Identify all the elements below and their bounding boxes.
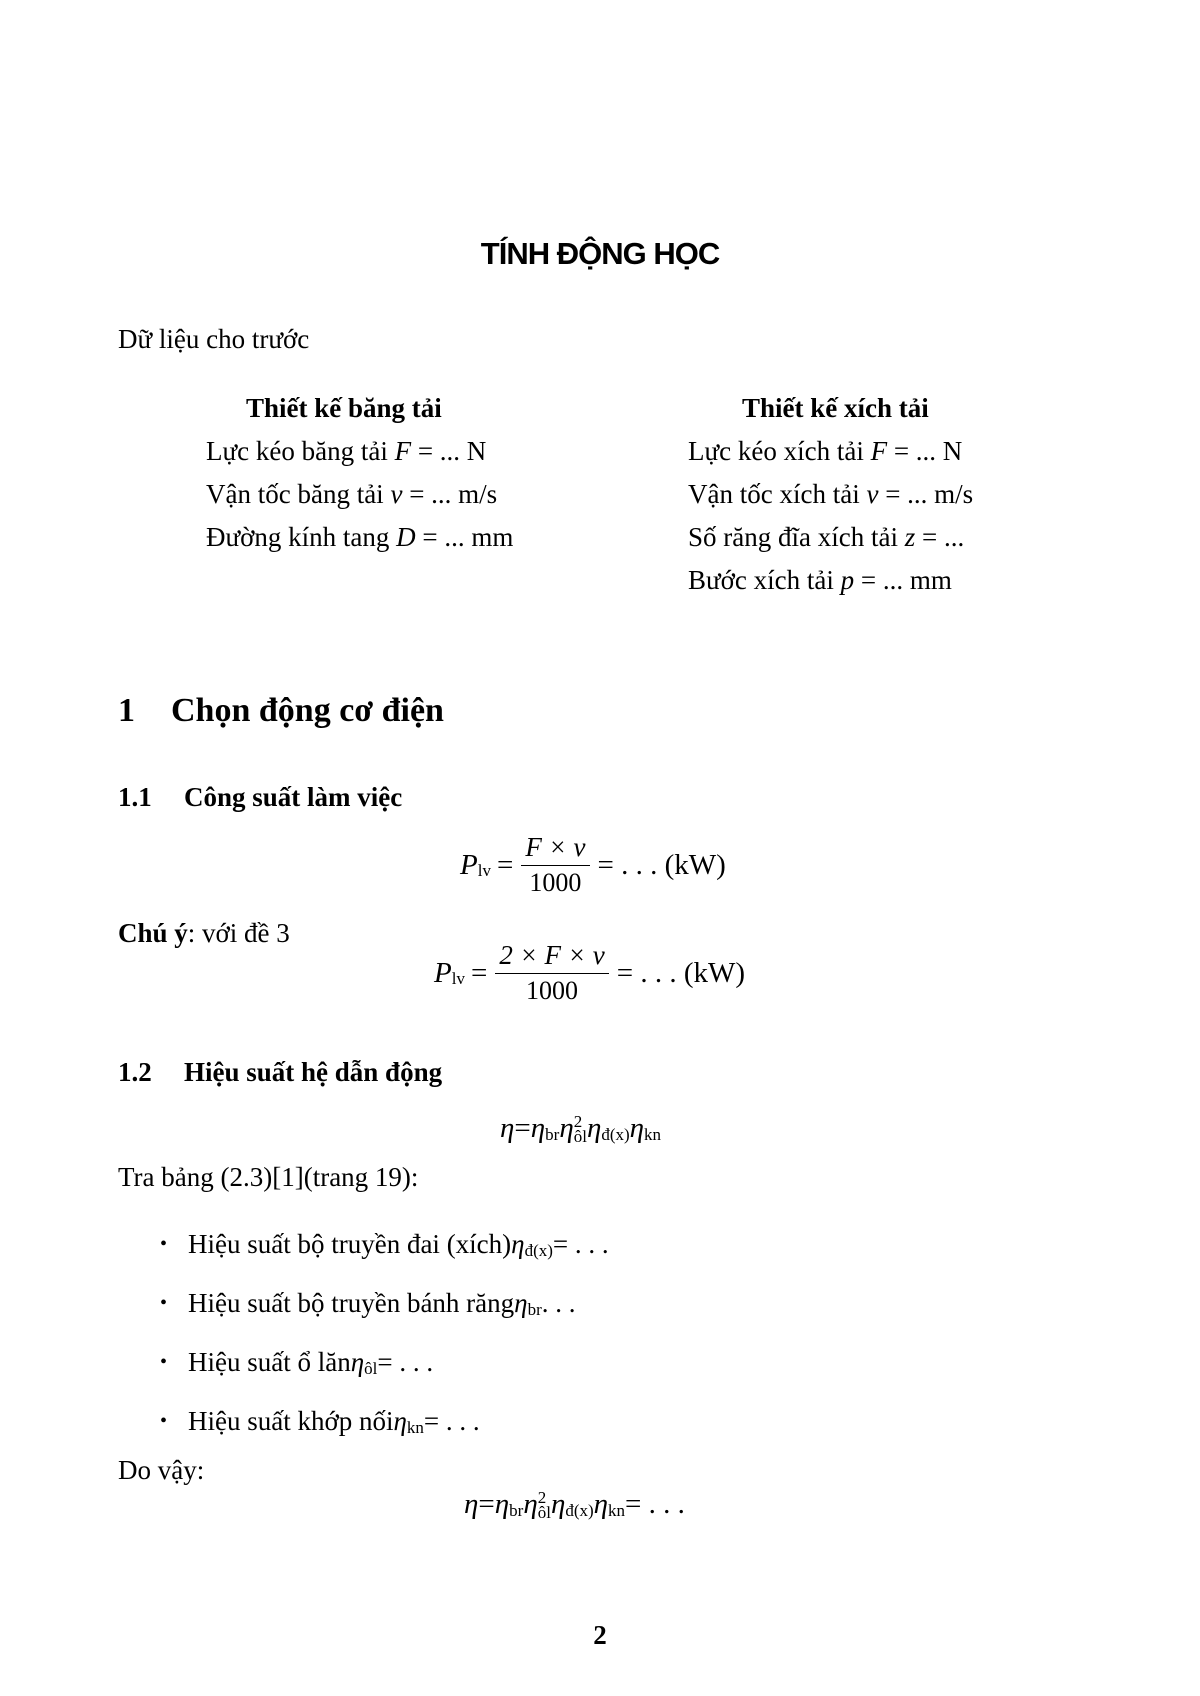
column-conveyor-belt <box>206 387 513 559</box>
equation-working-power-variant: P lv = $\frac{2 \times F \times v}{1000}$ = . . . (kW) <box>434 940 746 1005</box>
column-heading: Thiết kế băng tải <box>246 393 442 423</box>
column-chain-conveyor <box>688 387 973 602</box>
column-row: Đường kính tang D = ... mm <box>206 522 514 552</box>
subsection-heading: 1.2 Hiệu suất hệ dẫn động <box>118 1057 443 1087</box>
column-row: Vận tốc băng tải v = ... m/s <box>206 479 498 509</box>
equation-working-power: P lv = $\frac{F \times v}{1000}$ = . . . (kW) <box>460 832 726 897</box>
list-item: • Hiệu suất ổ lăn η ôl = . . . <box>160 1347 434 1378</box>
lookup-text: Tra bảng (2.3)[1](trang 19): <box>118 1162 419 1192</box>
equation-efficiency: η = η br η 2 ôl η đ(x) η kn <box>500 1111 662 1146</box>
list-item: • Hiệu suất khớp nối η kn = . . . <box>160 1406 480 1437</box>
efficiency-list <box>160 1215 609 1451</box>
column-row: Bước xích tải p = ... mm <box>688 565 952 595</box>
equation-efficiency-result: η = η br η 2 ôl η đ(x) η kn = . . . <box>464 1487 685 1522</box>
intro-text: Dữ liệu cho trước <box>118 324 310 354</box>
list-item: • Hiệu suất bộ truyền bánh răng η br . . . <box>160 1288 576 1319</box>
column-row: Lực kéo băng tải F = ... N <box>206 436 487 466</box>
column-row: Vận tốc xích tải v = ... m/s <box>688 479 974 509</box>
subsection-heading: 1.1 Công suất làm việc <box>118 782 403 812</box>
column-row: Số răng đĩa xích tải z = ... <box>688 522 965 552</box>
page-title: TÍNH ĐỘNG HỌC <box>480 236 720 271</box>
note: Chú ý: với đề 3 <box>118 918 290 948</box>
section-heading: 1 Chọn động cơ điện <box>118 692 444 729</box>
column-heading: Thiết kế xích tải <box>742 393 929 423</box>
page-number: 2 <box>593 1620 607 1650</box>
column-row: Lực kéo xích tải F = ... N <box>688 436 963 466</box>
list-item: • Hiệu suất bộ truyền đai (xích) η đ(x) = . . . <box>160 1229 609 1260</box>
conclusion-text: Do vậy: <box>118 1455 205 1485</box>
